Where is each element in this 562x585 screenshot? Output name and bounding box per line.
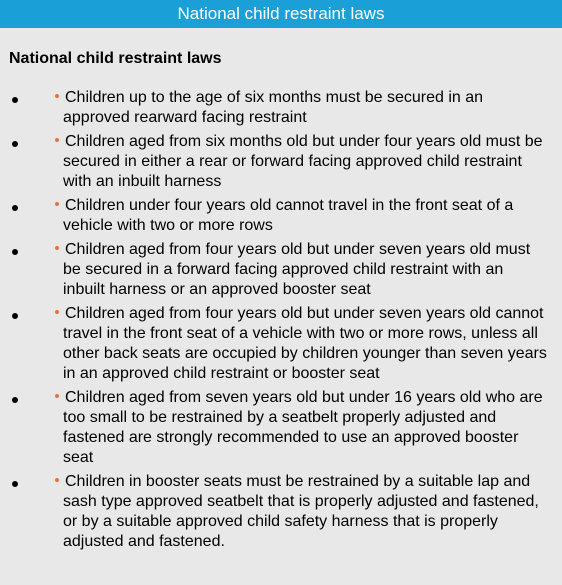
bullet-icon xyxy=(12,205,18,211)
list-item xyxy=(9,88,548,128)
orange-bullet-icon xyxy=(55,310,59,314)
list-item-text: Children up to the age of six months must be secured in an approved rearward facing restraint xyxy=(63,89,484,126)
list-item xyxy=(9,388,548,468)
list-item xyxy=(9,196,548,236)
list-item xyxy=(9,132,548,192)
list-item-text: Children aged from seven years old but under 16 years old who are too small to be restrained by a seatbelt properly adjusted and fastened are strongly recommended to use an approved booster seat xyxy=(63,389,543,466)
orange-bullet-icon xyxy=(55,246,59,250)
main-content xyxy=(0,28,562,552)
list-item-text: Children under four years old cannot travel in the front seat of a vehicle with two or more rows xyxy=(63,197,514,234)
orange-bullet-icon xyxy=(55,94,59,98)
bullet-icon xyxy=(12,141,18,147)
list-item xyxy=(9,304,548,384)
orange-bullet-icon xyxy=(55,138,59,142)
list-item-text: Children aged from four years old but under seven years old must be secured in a forward facing approved child restraint with an inbuilt harness or an approved booster seat xyxy=(63,241,531,298)
page-heading: National child restraint laws xyxy=(9,50,222,67)
list-item-text: Children in booster seats must be restrained by a suitable lap and sash type approved seatbelt that is properly adjusted and fastened, or by a suitable approved child safety harness that is properly adjusted and fastened. xyxy=(63,473,539,550)
window-title: National child restraint laws xyxy=(177,4,385,23)
list-item-text: Children aged from four years old but under seven years old cannot travel in the front seat of a vehicle with two or more rows, unless all other back seats are occupied by children younger than seven years in an approved child restraint or booster seat xyxy=(63,305,547,382)
bullet-icon xyxy=(12,313,18,319)
bullet-icon xyxy=(12,97,18,103)
bullet-icon xyxy=(12,481,18,487)
orange-bullet-icon xyxy=(55,202,59,206)
list-item xyxy=(9,472,548,552)
laws-list xyxy=(9,88,548,552)
bullet-icon xyxy=(12,249,18,255)
orange-bullet-icon xyxy=(55,478,59,482)
list-item xyxy=(9,240,548,300)
list-item-text: Children aged from six months old but under four years old must be secured in either a rear or forward facing approved child restraint with an inbuilt harness xyxy=(63,133,543,190)
bullet-icon xyxy=(12,397,18,403)
title-bar xyxy=(0,0,562,28)
orange-bullet-icon xyxy=(55,394,59,398)
